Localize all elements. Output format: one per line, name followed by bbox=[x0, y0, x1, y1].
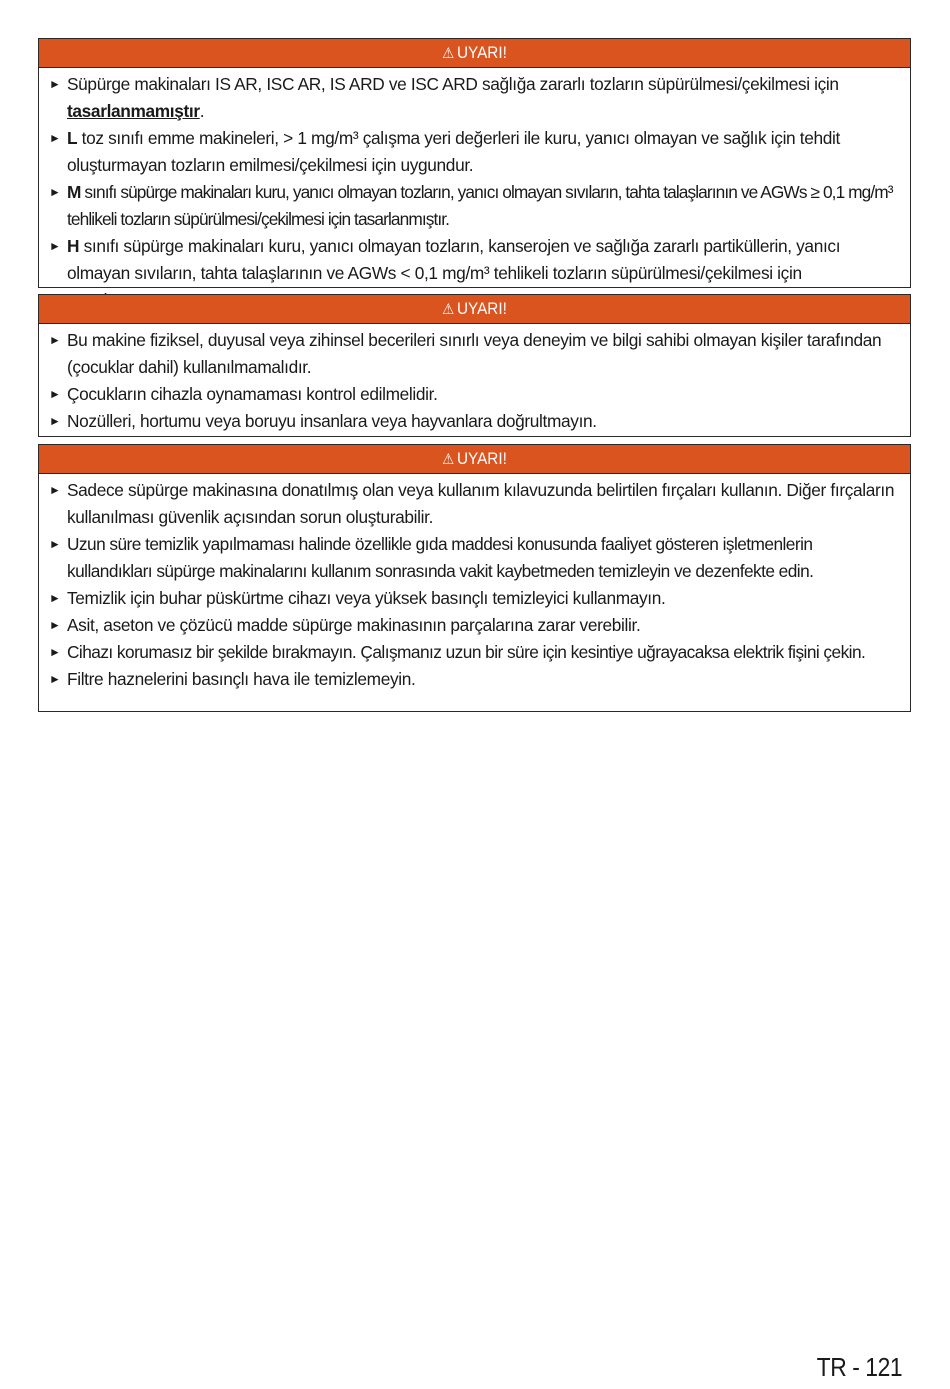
warning-box-2 bbox=[38, 294, 911, 437]
triangle-right-bullet-icon: ► bbox=[49, 645, 61, 659]
list-item: ► Cihazı korumasız bir şekilde bırakmayın. Çalışmanız uzun bir süre için kesintiye uğrayacaksa elektrik fişini çekin. bbox=[47, 639, 900, 666]
page-number: TR - 121 bbox=[816, 1352, 902, 1382]
list-item: ► Nozülleri, hortumu veya boruyu insanlara veya hayvanlara doğrultmayın. bbox=[47, 408, 900, 435]
triangle-right-bullet-icon: ► bbox=[49, 333, 61, 347]
triangle-right-bullet-icon: ► bbox=[49, 618, 61, 632]
dust-class-label: H bbox=[67, 236, 80, 256]
triangle-right-bullet-icon: ► bbox=[49, 414, 61, 428]
list-item: ► Çocukların cihazla oynamaması kontrol edilmelidir. bbox=[47, 381, 900, 408]
triangle-right-bullet-icon: ► bbox=[49, 483, 61, 497]
warning-triangle-icon: ⚠ bbox=[442, 451, 455, 468]
triangle-right-bullet-icon: ► bbox=[49, 672, 61, 686]
warning-heading: UYARI! bbox=[456, 299, 507, 318]
dust-class-label: L bbox=[67, 128, 78, 148]
warning-header-1 bbox=[39, 39, 910, 68]
warning-box-1 bbox=[38, 38, 911, 288]
triangle-right-bullet-icon: ► bbox=[49, 77, 61, 91]
triangle-right-bullet-icon: ► bbox=[49, 387, 61, 401]
warning-header-3 bbox=[39, 445, 910, 474]
list-item: ► Süpürge makinaları IS AR, ISC AR, IS ARD ve ISC ARD sağlığa zararlı tozların süpürülmesi/çekilmesi için tasarlanmamıştır. bbox=[47, 71, 900, 125]
triangle-right-bullet-icon: ► bbox=[49, 185, 61, 199]
list-item: ► Temizlik için buhar püskürtme cihazı veya yüksek basınçlı temizleyici kullanmayın. bbox=[47, 585, 900, 612]
list-item: ► Filtre haznelerini basınçlı hava ile temizlemeyin. bbox=[47, 666, 900, 693]
warning-heading: UYARI! bbox=[456, 43, 507, 62]
list-item: ► L toz sınıfı emme makineleri, > 1 mg/m³ çalışma yeri değerleri ile kuru, yanıcı olmayan ve sağlık için tehdit oluşturmayan tozların emilmesi/çekilmesi için uygundur. bbox=[47, 125, 900, 179]
triangle-right-bullet-icon: ► bbox=[49, 131, 61, 145]
warning-box-3 bbox=[38, 444, 911, 712]
list-item: ► Uzun süre temizlik yapılmaması halinde özellikle gıda maddesi konusunda faaliyet gösteren işletmenlerin kullandıkları süpürge makinalarını kullanım sonrasında vakit kaybetmeden temizleyin ve dezenfekte edin. bbox=[47, 531, 900, 585]
warning-heading: UYARI! bbox=[456, 449, 507, 468]
dust-class-label: M bbox=[67, 182, 81, 202]
list-item: ► Asit, aseton ve çözücü madde süpürge makinasının parçalarına zarar verebilir. bbox=[47, 612, 900, 639]
triangle-right-bullet-icon: ► bbox=[49, 591, 61, 605]
warning-triangle-icon: ⚠ bbox=[442, 45, 455, 62]
list-item: ► H sınıfı süpürge makinaları kuru, yanıcı olmayan tozların, kanserojen ve sağlığa zararlı partiküllerin, yanıcı olmayan sıvıların, tahta talaşlarının ve AGWs < 0,1 mg/m³ tehlikeli tozların süpürülmesi/çekilmesi için bbox=[47, 233, 900, 314]
list-item: ► M sınıfı süpürge makinaları kuru, yanıcı olmayan tozların, yanıcı olmayan sıvıların, tahta talaşlarının ve AGWs ≥ 0,1 mg/m³ tehlikeli tozların süpürülmesi/çekilmesi için tasarlanmıştır. bbox=[47, 179, 900, 233]
triangle-right-bullet-icon: ► bbox=[49, 537, 61, 551]
warning-header-2 bbox=[39, 295, 910, 324]
triangle-right-bullet-icon: ► bbox=[49, 239, 61, 253]
warning-triangle-icon: ⚠ bbox=[442, 301, 455, 318]
emphasis-text: tasarlanmamıştır bbox=[67, 101, 200, 121]
list-item: ► Sadece süpürge makinasına donatılmış olan veya kullanım kılavuzunda belirtilen fırçaları kullanın. Diğer fırçaların kullanılması güvenlik açısından sorun oluşturabilir. bbox=[47, 477, 900, 531]
list-item: ► Bu makine fiziksel, duyusal veya zihinsel becerileri sınırlı veya deneyim ve bilgi sahibi olmayan kişiler tarafından (çocuklar dahil) kullanılmamalıdır. bbox=[47, 327, 900, 381]
